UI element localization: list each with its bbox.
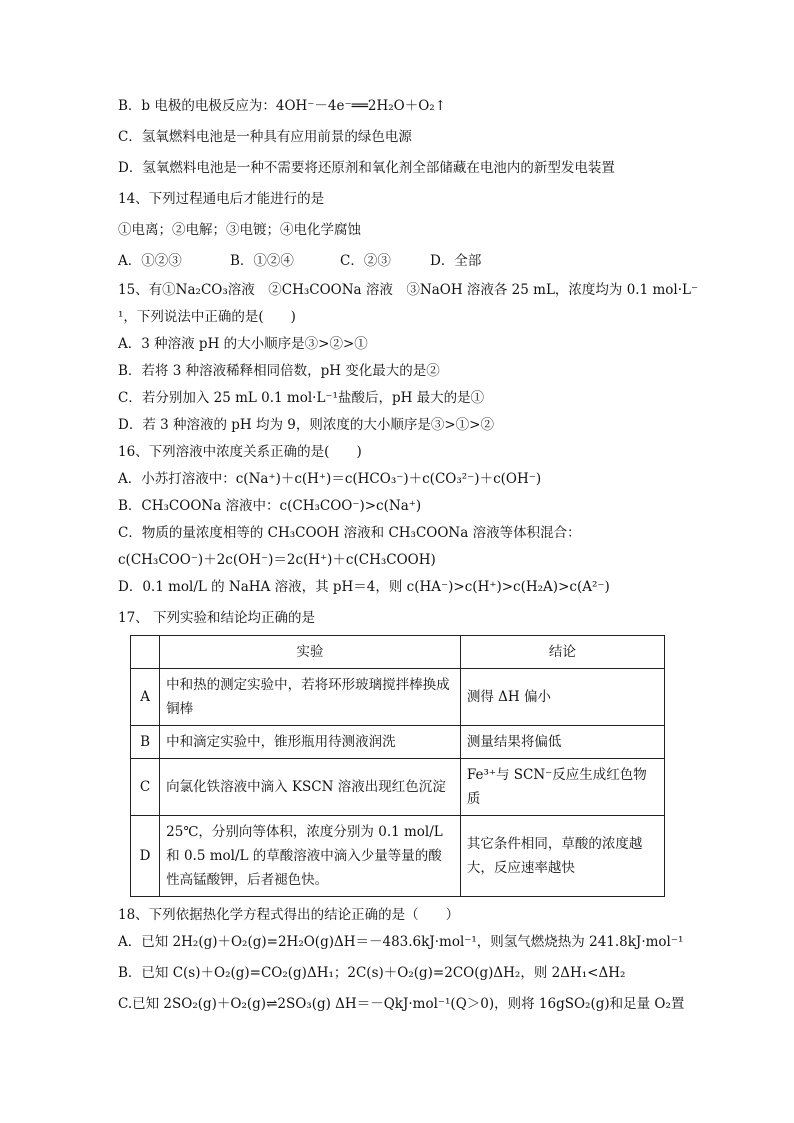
row-label: C: [131, 759, 160, 816]
q14-option-a: A．①②③: [118, 253, 182, 269]
row-conclusion: 测量结果将偏低: [460, 726, 664, 759]
q16-option-b: B．CH₃COONa 溶液中：c(CH₃COO⁻)>c(Na⁺): [118, 498, 422, 514]
table-header-experiment: 实验: [160, 636, 461, 669]
row-conclusion: 测得 ΔH 偏小: [460, 669, 664, 726]
q17-table: [130, 635, 665, 897]
q16-option-d: D．0.1 mol/L 的 NaHA 溶液，其 pH＝4，则 c(HA⁻)>c(H⁺)>c(H₂A)>c(A²⁻): [118, 579, 610, 595]
q18-stem: 18、下列依据热化学方程式得出的结论正确的是（ ）: [118, 907, 460, 923]
q16-option-a: A．小苏打溶液中：c(Na⁺)＋c(H⁺)＝c(HCO₃⁻)＋c(CO₃²⁻)＋c(OH⁻): [118, 471, 542, 487]
q14-options: [118, 251, 678, 271]
q16-option-c-line1: C．物质的量浓度相等的 CH₃COOH 溶液和 CH₃COONa 溶液等体积混合：: [118, 525, 581, 541]
q14-option-b: B．①②④: [230, 253, 294, 269]
q14-items: ①电离；②电解；③电镀；④电化学腐蚀: [118, 222, 361, 238]
row-conclusion: Fe³⁺与 SCN⁻反应生成红色物质: [460, 759, 664, 816]
q13-option-b: B．b 电极的电极反应为：4OH⁻－4e⁻══2H₂O＋O₂↑: [118, 98, 447, 114]
table-header-label: [131, 636, 160, 669]
q18-option-c: C.已知 2SO₂(g)＋O₂(g)⇌2SO₃(g) ΔH＝－QkJ·mol⁻¹(Q＞0)，则将 16gSO₂(g)和足量 O₂置: [118, 996, 685, 1012]
row-label: B: [131, 726, 160, 759]
q14-option-c: C．②③: [340, 253, 391, 269]
q13-option-c: C．氢氧燃料电池是一种具有应用前景的绿色电源: [118, 129, 412, 145]
q15-option-b: B．若将 3 种溶液稀释相同倍数，pH 变化最大的是②: [118, 363, 440, 379]
exam-page: [118, 96, 699, 1025]
row-conclusion: 其它条件相同，草酸的浓度越大，反应速率越快: [460, 816, 664, 897]
table-row: [131, 816, 665, 897]
row-experiment: 中和滴定实验中，锥形瓶用待测液润洗: [160, 726, 461, 759]
q13-option-d: D．氢氧燃料电池是一种不需要将还原剂和氧化剂全部储藏在电池内的新型发电装置: [118, 160, 615, 176]
row-experiment: 25℃，分别向等体积，浓度分别为 0.1 mol/L 和 0.5 mol/L 的草酸溶液中滴入少量等量的酸性高锰酸钾，后者褪色快。: [160, 816, 461, 897]
q18-option-a: A．已知 2H₂(g)＋O₂(g)=2H₂O(g)ΔH＝－483.6kJ·mol⁻¹，则氢气燃烧热为 241.8kJ·mol⁻¹: [118, 934, 684, 950]
q15-option-a: A．3 种溶液 pH 的大小顺序是③>②>①: [118, 336, 368, 352]
q15-stem-line1: 15、有①Na₂CO₃溶液 ②CH₃COONa 溶液 ③NaOH 溶液各 25 mL，浓度均为 0.1 mol·L⁻: [118, 282, 699, 298]
q18-option-b: B．已知 C(s)＋O₂(g)=CO₂(g)ΔH₁；2C(s)＋O₂(g)=2CO(g)ΔH₂，则 2ΔH₁<ΔH₂: [118, 965, 626, 981]
table-header-row: [131, 636, 665, 669]
q14-stem: 14、下列过程通电后才能进行的是: [118, 191, 325, 207]
q15-stem-line2: ¹，下列说法中正确的是( ): [118, 309, 296, 325]
row-experiment: 中和热的测定实验中，若将环形玻璃搅拌棒换成铜棒: [160, 669, 461, 726]
row-label: D: [131, 816, 160, 897]
q15-option-d: D．若 3 种溶液的 pH 均为 9，则浓度的大小顺序是③>①>②: [118, 417, 494, 433]
table-header-conclusion: 结论: [460, 636, 664, 669]
q16-stem: 16、下列溶液中浓度关系正确的是( ): [118, 444, 362, 460]
table-row: [131, 726, 665, 759]
table-row: [131, 669, 665, 726]
q15-option-c: C．若分别加入 25 mL 0.1 mol·L⁻¹盐酸后，pH 最大的是①: [118, 390, 485, 406]
q14-option-d: D．全部: [430, 253, 482, 269]
q16-option-c-line2: c(CH₃COO⁻)＋2c(OH⁻)＝2c(H⁺)＋c(CH₃COOH): [118, 552, 436, 568]
table-row: [131, 759, 665, 816]
q17-stem: 17、 下列实验和结论均正确的是: [118, 610, 315, 626]
row-experiment: 向氯化铁溶液中滴入 KSCN 溶液出现红色沉淀: [160, 759, 461, 816]
row-label: A: [131, 669, 160, 726]
